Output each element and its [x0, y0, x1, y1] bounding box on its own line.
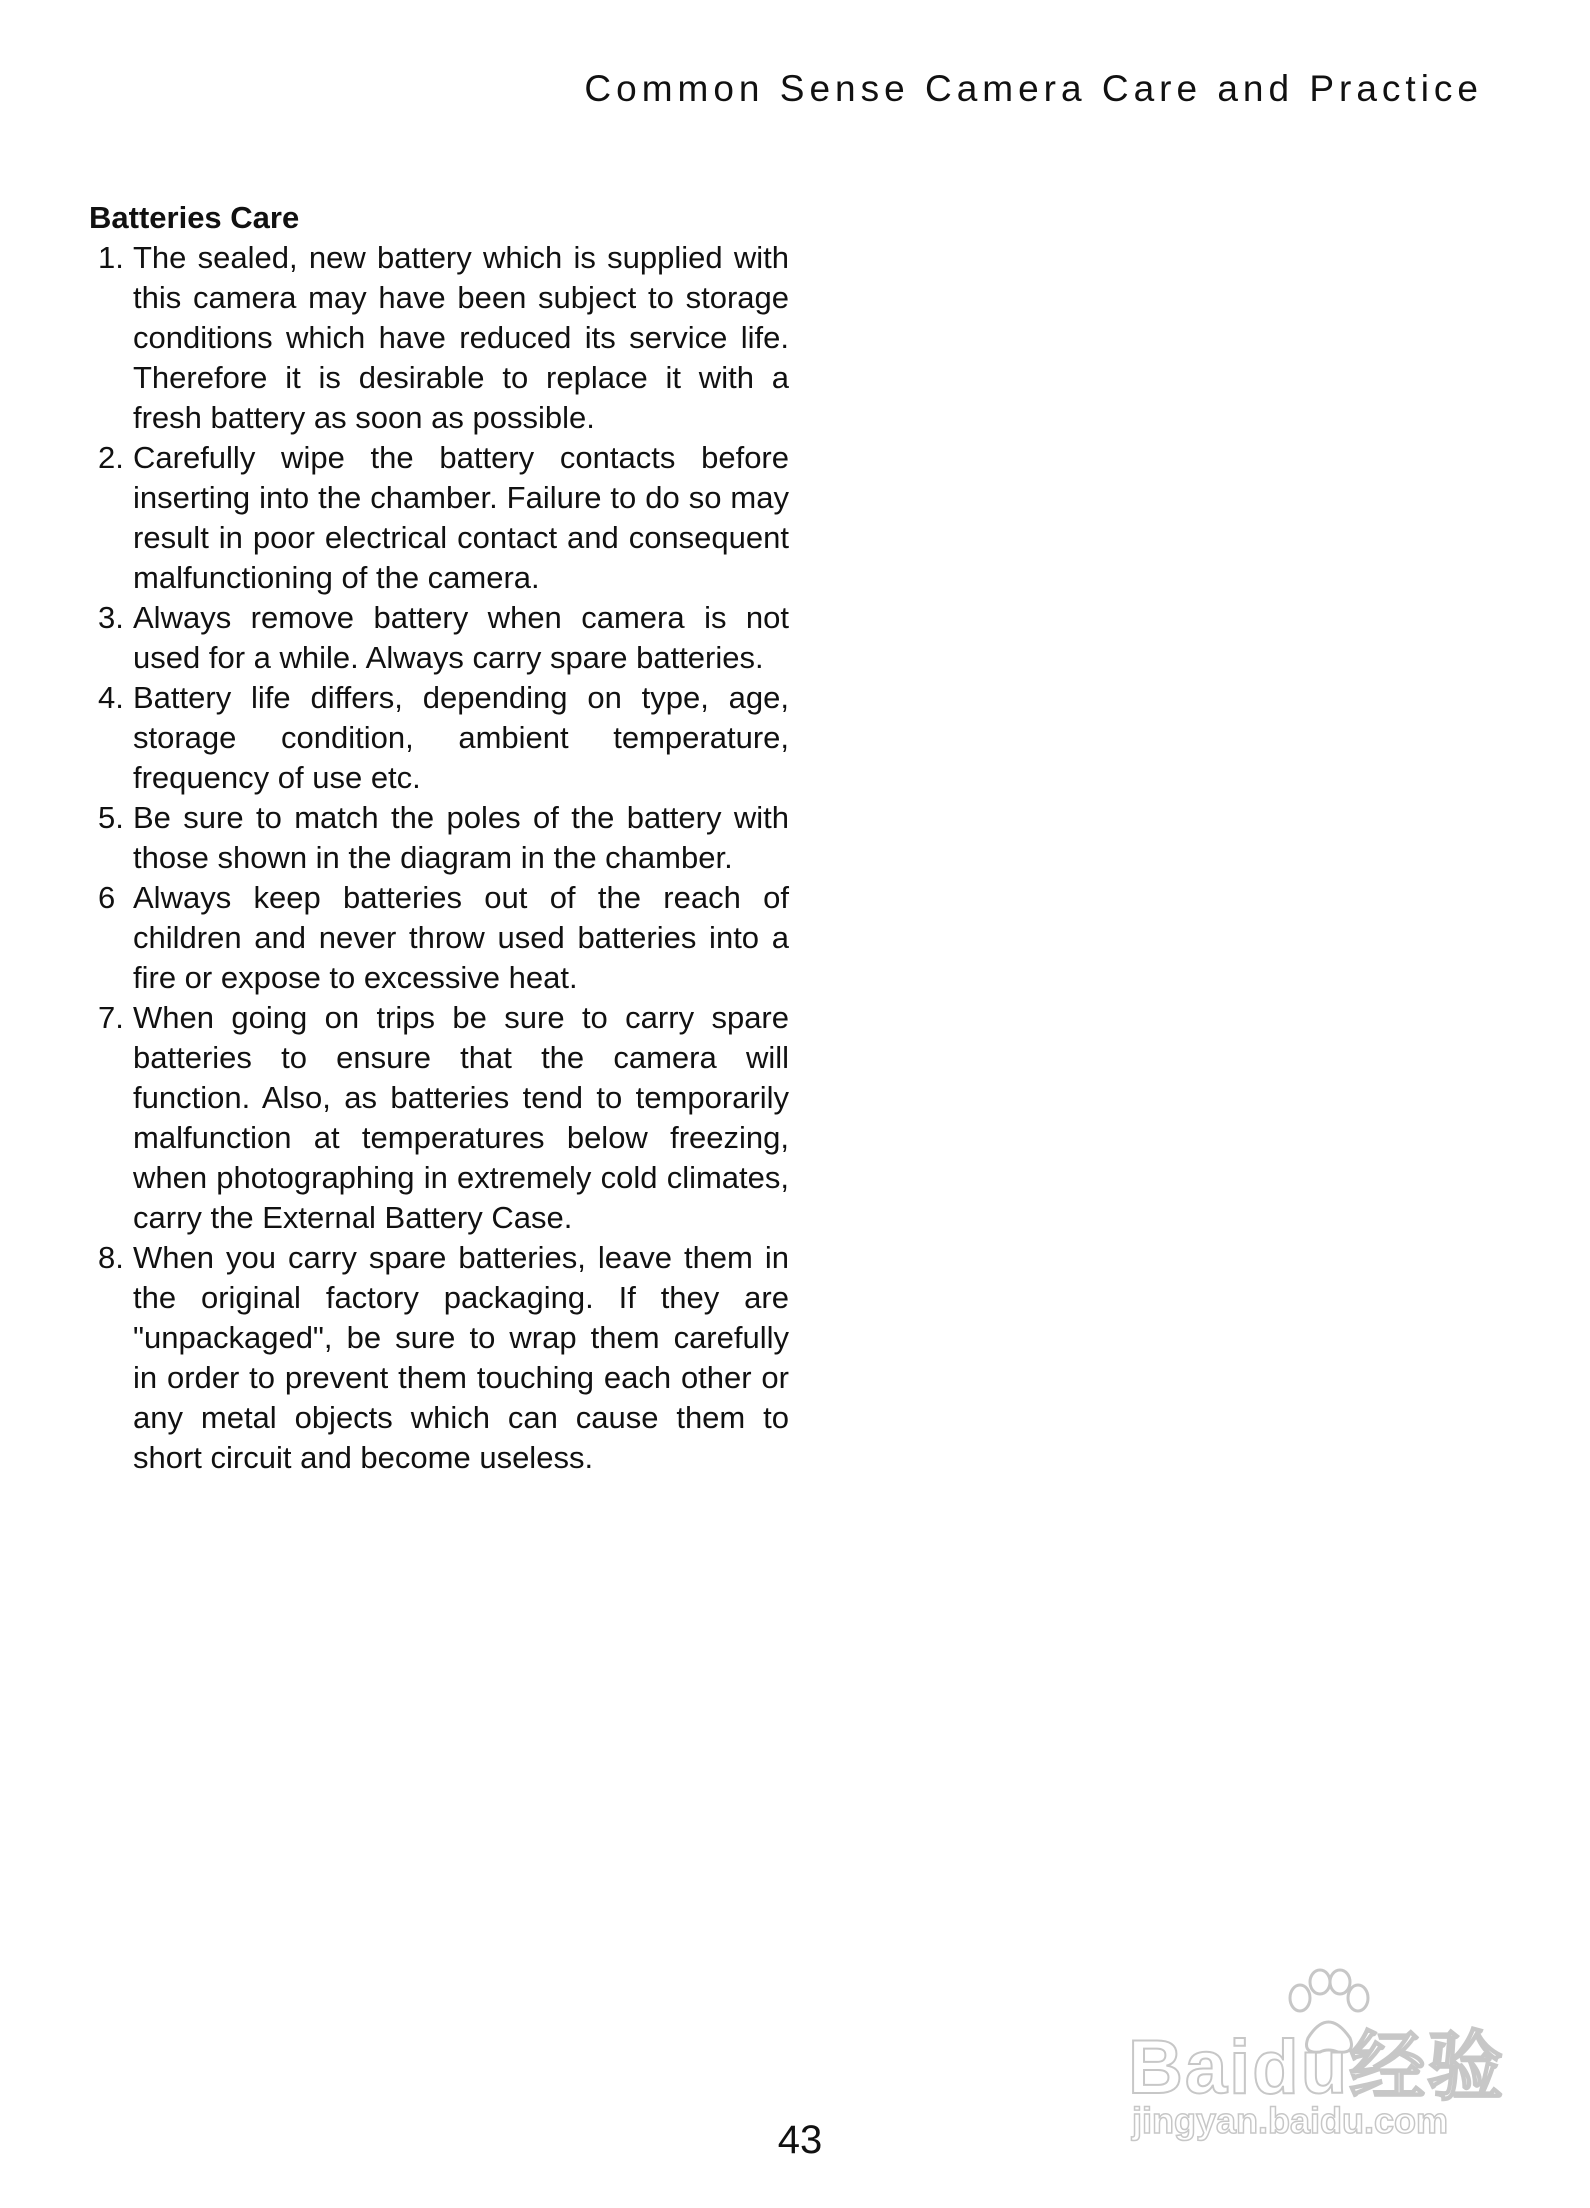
list-item [89, 598, 789, 678]
list-item [89, 238, 789, 438]
list-item-text: Battery life differs, depending on type, age, storage condition, ambient temperature, frequency of use etc. [133, 680, 789, 795]
list-item-number: 7. [98, 1000, 124, 1035]
list-item-text: Be sure to match the poles of the battery with those shown in the diagram in the chamber. [133, 800, 789, 875]
list-item-number: 1. [98, 240, 124, 275]
battery-care-list [89, 238, 789, 1478]
running-header: Common Sense Camera Care and Practice [584, 68, 1483, 109]
list-item-number: 2. [98, 440, 124, 475]
list-item [89, 878, 789, 998]
list-item-text: Always keep batteries out of the reach of children and never throw used batteries into a fire or expose to excessive heat. [133, 880, 789, 995]
watermark-logo-text: Baidu经验 [1128, 2025, 1506, 2110]
section-title: Batteries Care [89, 200, 300, 235]
list-item-number: 6 [98, 880, 116, 915]
page-number: 43 [777, 2118, 823, 2162]
list-item [89, 678, 789, 798]
list-item [89, 1238, 789, 1478]
list-item-number: 8. [98, 1240, 124, 1275]
baidu-watermark [1128, 1968, 1506, 2148]
list-item [89, 998, 789, 1238]
list-item [89, 798, 789, 878]
list-item-number: 3. [98, 600, 124, 635]
watermark-url: jingyan.baidu.com [1132, 2100, 1449, 2141]
list-item-text: The sealed, new battery which is supplied with this camera may have been subject to storage conditions which have reduced its service life. Therefore it is desirable to replace it with a fresh battery as soon as possible. [133, 240, 789, 435]
list-item-number: 5. [98, 800, 124, 835]
list-item-text: Carefully wipe the battery contacts before inserting into the chamber. Failure to do so may result in poor electrical contact and consequent malfunctioning of the camera. [133, 440, 789, 595]
list-item-text: When going on trips be sure to carry spare batteries to ensure that the camera will function. Also, as batteries tend to temporarily malfunction at temperatures below freezing, when photographing in extremely cold climates, carry the External Battery Case. [133, 1000, 789, 1235]
list-item [89, 438, 789, 598]
list-item-text: Always remove battery when camera is not used for a while. Always carry spare batteries. [133, 600, 789, 675]
batteries-care-section [89, 198, 789, 1478]
list-item-number: 4. [98, 680, 124, 715]
list-item-text: When you carry spare batteries, leave them in the original factory packaging. If they are "unpackaged", be sure to wrap them carefully in order to prevent them touching each other or any metal objects which can cause them to short circuit and become useless. [133, 1240, 789, 1475]
